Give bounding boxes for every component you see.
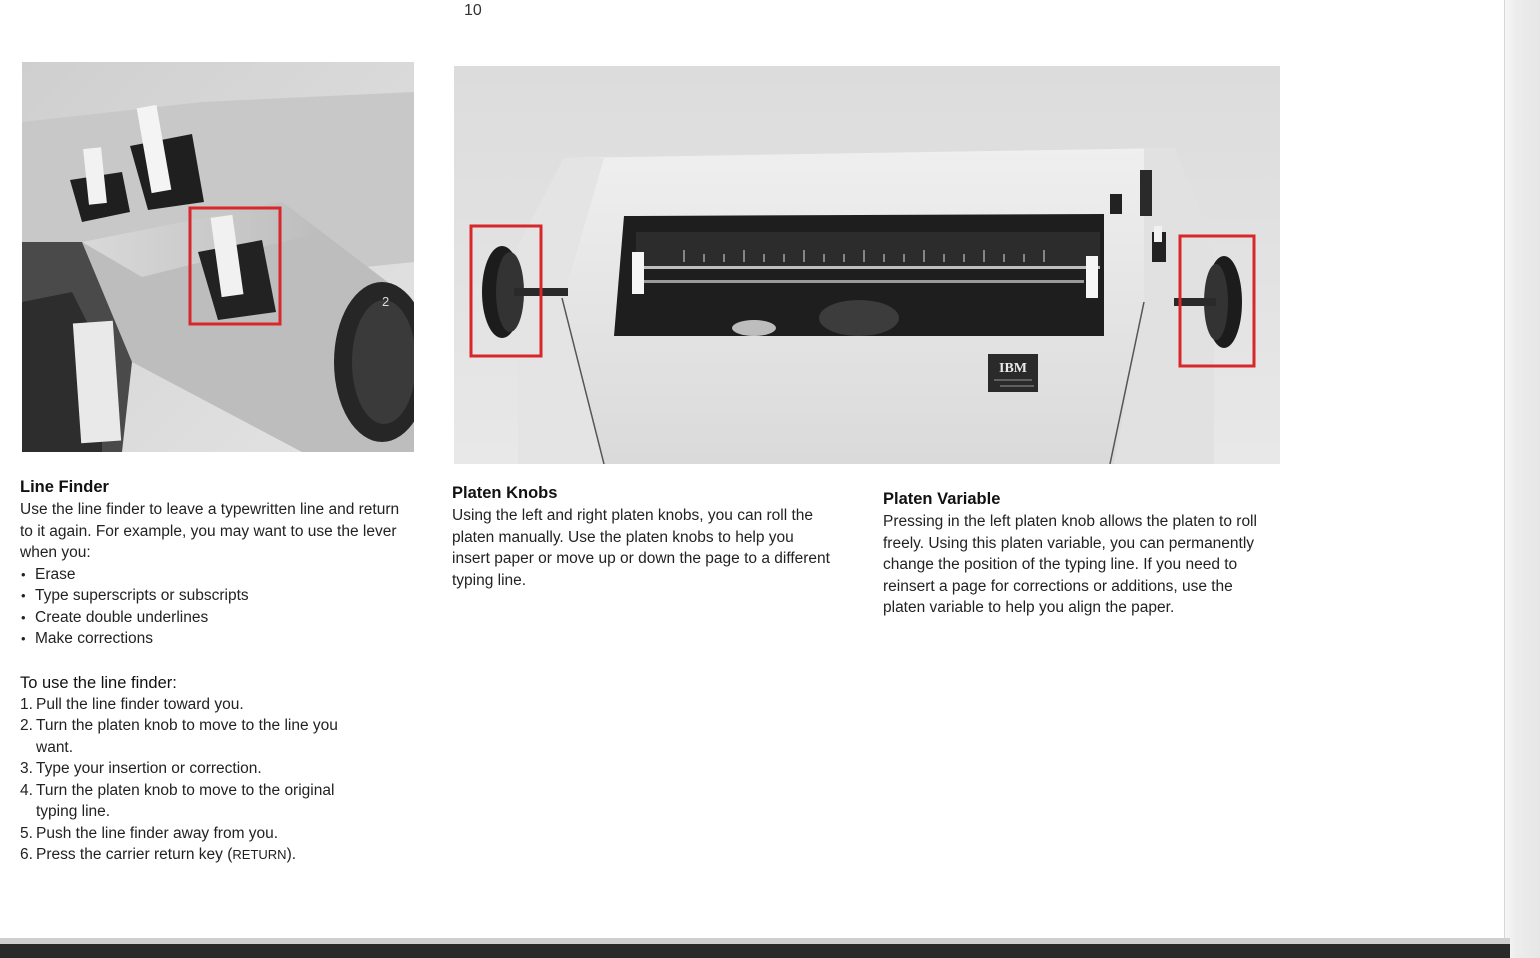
line-finder-title: Line Finder [20, 478, 109, 496]
step-text: Turn the platen knob to move to the original typing line. [36, 781, 335, 820]
page-number: 10 [464, 2, 482, 19]
step-text: Pull the line finder toward you. [36, 695, 244, 713]
list-item: • Erase [20, 564, 400, 586]
platen-knobs-title: Platen Knobs [452, 484, 558, 502]
steps-heading: To use the line finder: [20, 673, 177, 692]
platen-knobs-body: Using the left and right platen knobs, you can roll the platen manually. Use the platen knobs to help you insert paper or move up or down the page to a different typing line. [452, 507, 830, 589]
step-item [20, 715, 400, 758]
ibm-logo-text: IBM [999, 361, 1027, 376]
platen-knobs-section [452, 482, 832, 591]
step-number: 4. [20, 781, 33, 799]
line-finder-steps [20, 694, 400, 866]
list-item: • Create double underlines [20, 607, 400, 629]
step-text: Press the carrier return key ( [36, 846, 233, 863]
step-number: 5. [20, 824, 33, 842]
line-finder-section [20, 476, 400, 866]
step-number: 6. [20, 846, 33, 863]
step-text-end: ). [286, 846, 297, 863]
step-item [20, 694, 400, 716]
step-text: Turn the platen knob to move to the line you want. [36, 717, 338, 756]
step-item [20, 758, 400, 780]
platen-knobs-photo [454, 66, 1280, 464]
line-finder-illustration [22, 62, 414, 452]
line-finder-bullets [20, 564, 400, 650]
step-text: Push the line finder away from you. [36, 824, 279, 842]
step-text: Type your insertion or correction. [36, 760, 262, 777]
scan-bottom-shadow [0, 944, 1510, 958]
knob-callout-number: 2 [382, 294, 390, 309]
platen-variable-body: Pressing in the left platen knob allows the platen to roll freely. Using this platen variable, you can permanently change the position of the typing line. If you need to reinsert a page for corrections or additions, use the platen variable to help you align the paper. [883, 513, 1257, 616]
step-number: 2. [20, 717, 33, 734]
step-item [20, 844, 400, 866]
list-item: • Type superscripts or subscripts [20, 585, 400, 607]
platen-variable-section [883, 488, 1261, 619]
platen-variable-title: Platen Variable [883, 490, 1001, 508]
step-item [20, 823, 400, 845]
return-key-label: RETURN [232, 847, 287, 862]
list-item: • Make corrections [20, 628, 400, 650]
typewriter-illustration [454, 66, 1280, 464]
step-number: 3. [20, 760, 33, 777]
step-item [20, 780, 400, 823]
line-finder-photo [22, 62, 414, 452]
line-finder-intro: Use the line finder to leave a typewritten line and return to it again. For example, you may want to use the lever when you: [20, 501, 400, 561]
step-number: 1. [20, 695, 33, 713]
page-edge-shadow [1504, 0, 1540, 958]
